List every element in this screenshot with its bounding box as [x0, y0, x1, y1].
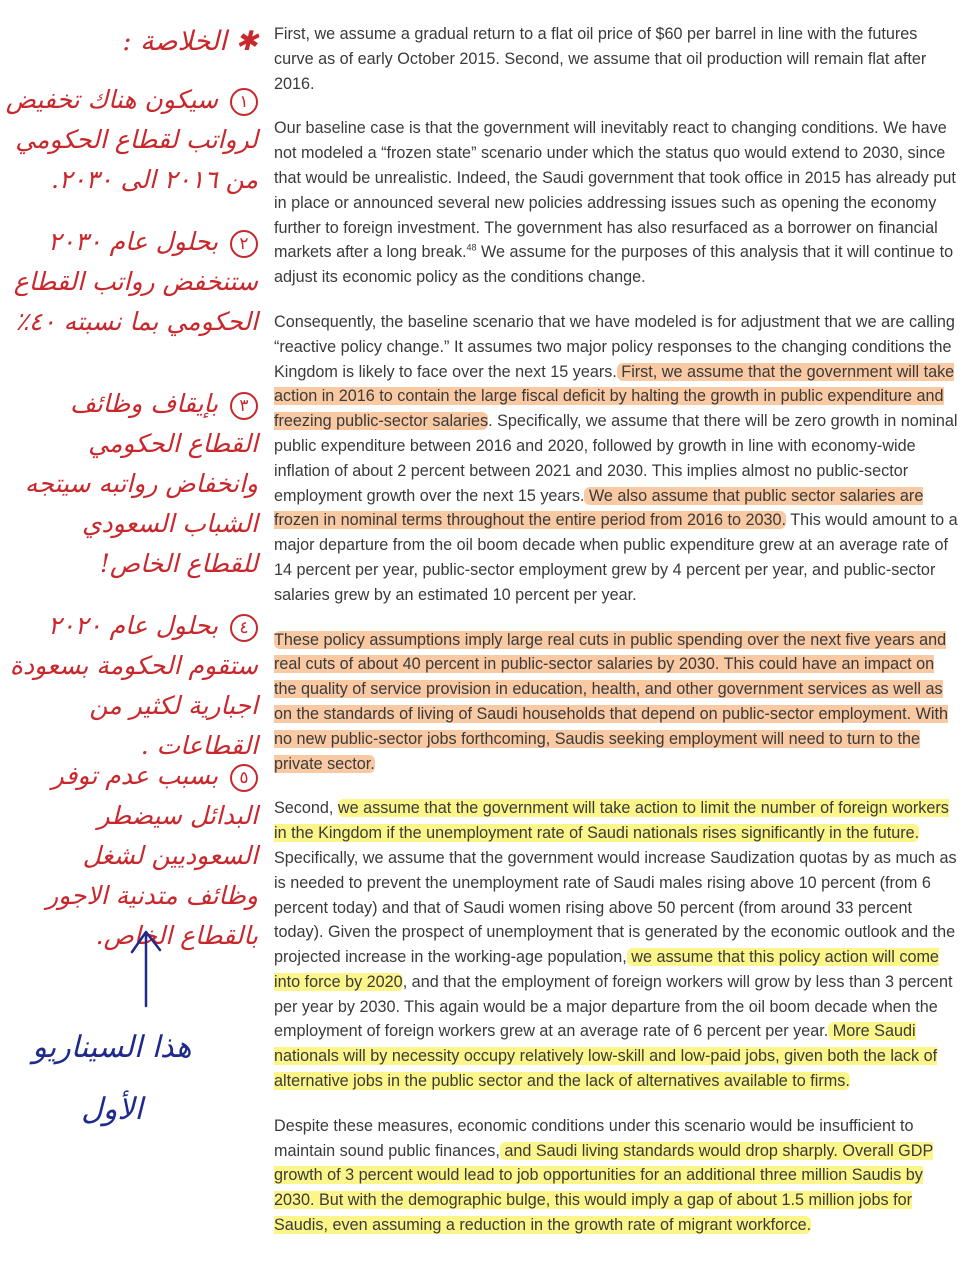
note-text-1: سيكون هناك تخفيض لرواتب لقطاع الحكومي من ٢٠١٦ الى ٢٠٣٠. — [5, 85, 258, 194]
note-number-5: ٥ — [230, 764, 258, 792]
paragraph-6-text: Despite these measures, economic conditions under this scenario would be insufficient to maintain sound public finances, — [274, 1116, 914, 1160]
note-number-1: ١ — [230, 88, 258, 116]
notes-title-text: الخلاصة : — [122, 26, 227, 57]
orange-highlight: First, we assume that the government will take action in 2016 to contain the large fiscal deficit by halting the growth in public expenditure and freezing public-sector salaries — [274, 362, 955, 431]
note-3 — [4, 384, 258, 584]
orange-highlight: We also assume that public sector salaries are frozen in nominal terms throughout the entire period from 2016 to 2030. — [274, 486, 924, 530]
paragraph-6 — [274, 1114, 958, 1238]
paragraph-4 — [274, 628, 958, 777]
paragraph-5 — [274, 796, 958, 1094]
note-text-4: بحلول عام ٢٠٢٠ ستقوم الحكومة بسعودة اجبارية لكثير من القطاعات . — [9, 611, 258, 760]
paragraph-2 — [274, 116, 958, 290]
note-number-2: ٢ — [230, 230, 258, 258]
paragraph-3-text: This would amount to a major departure from the oil boom decade when public expenditure grew at an average rate of 14 percent per year, public-sector employment grew by 4 percent per year, and public-sector salaries grew by an estimated 10 percent per year. — [274, 511, 958, 604]
scenario-label-line1: هذا السيناريو — [32, 1030, 192, 1065]
note-text-5: بسبب عدم توفر البدائل سيضطر السعوديين لشغل وظائف متدنية الاجور بالقطاع الخاص. — [46, 761, 258, 950]
orange-highlight: These policy assumptions imply large real cuts in public spending over the next five years and real cuts of about 40 percent in public-sector salaries by 2030. This could have an impact on the quality of service provision in education, health, and other government services as well as on the standards of living of Saudi households that depend on public-sector employment. With no new public-sector jobs forthcoming, Saudis seeking employment will need to turn to the private sector. — [274, 630, 948, 773]
yellow-highlight: we assume that the government will take action to limit the number of foreign workers in the Kingdom if the unemployment rate of Saudi nationals rises significantly in the future. — [274, 799, 949, 843]
paragraph-1 — [274, 22, 958, 96]
scenario-label-line2: الأول — [81, 1092, 143, 1127]
document-body — [274, 22, 958, 1258]
note-2 — [4, 222, 258, 342]
paragraph-2-text-end: We assume for the purposes of this analysis that it will continue to adjust its economic policy as the conditions change. — [274, 243, 954, 287]
note-5 — [4, 756, 258, 956]
paragraph-3-text: . Specifically, we assume that there will be zero growth in nominal public expenditure between 2016 and 2020, followed by growth in line with economy-wide inflation of about 2 percent between 2021 and 2030. This implies almost no public-sector employment growth over the next 15 years. — [274, 412, 958, 505]
note-text-3: بإيقاف وظائف القطاع الحكومي وانخفاض رواتبه سيتجه الشباب السعودي للقطاع الخاص! — [24, 389, 258, 578]
yellow-highlight: we assume that this policy action will come into force by 2020 — [274, 948, 939, 991]
paragraph-5-text: Specifically, we assume that the government would increase Saudization quotas by as much as is needed to prevent the unemployment rate of Saudi males rising above 10 percent (from 6 percent today) and that of Saudi women rising above 50 percent (from around 33 percent today). Given the prospect of unemployment that is generated by the economic outlook and the projected increase in the working-age population, — [274, 848, 957, 967]
notes-title — [4, 22, 258, 62]
note-1 — [4, 80, 258, 200]
asterisk-mark: ✱ — [235, 26, 258, 57]
note-number-3: ٣ — [230, 392, 258, 420]
up-arrow-icon — [122, 928, 172, 1008]
paragraph-1-text: First, we assume a gradual return to a flat oil price of $60 per barrel in line with the futures curve as of early October 2015. Second, we assume that oil production will remain flat after 2016. — [274, 25, 927, 93]
paragraph-5-text: Second, — [274, 799, 338, 818]
paragraph-2-text: Our baseline case is that the government will inevitably react to changing conditions. We have not modeled a “frozen state” scenario under which the status quo would extend to 2030, since that would be unrealistic. Indeed, the Saudi government that took office in 2015 has already put in place or announced several new policies addressing issues such as opening the economy further to foreign investment. The government has also resurfaced as a borrower on financial markets after a long break. — [274, 119, 956, 262]
yellow-highlight: and Saudi living standards would drop sharply. Overall GDP growth of 3 percent would lead to job opportunities for an additional three million Saudis by 2030. But with the demographic bulge, this would imply a gap of about 1.5 million jobs for Saudis, even assuming a reduction in the growth rate of migrant workforce. — [274, 1141, 934, 1235]
paragraph-5-text: , and that the employment of foreign workers will grow by less than 3 percent per year by 2030. This again would be a major departure from the oil boom decade when the employment of foreign workers grew at an average rate of 6 percent per year. — [274, 972, 953, 1041]
paragraph-3 — [274, 310, 958, 608]
footnote-ref: 48 — [466, 242, 477, 253]
note-text-2: بحلول عام ٢٠٣٠ ستنخفض رواتب القطاع الحكومي بما نسبته ٤٠٪ — [13, 227, 258, 336]
note-4 — [4, 606, 258, 766]
handwritten-margin-notes — [0, 0, 262, 1280]
paragraph-3-text: Consequently, the baseline scenario that we have modeled is for adjustment that we are calling “reactive policy change.” It assumes two major policy responses to the changing conditions the Kingdom is likely to face over the next 15 years. — [274, 312, 955, 381]
note-number-4: ٤ — [230, 614, 258, 642]
yellow-highlight: More Saudi nationals will by necessity occupy relatively low-skill and low-paid jobs, given both the lack of alternative jobs in the public sector and the lack of alternatives available to firms. — [274, 1022, 938, 1091]
